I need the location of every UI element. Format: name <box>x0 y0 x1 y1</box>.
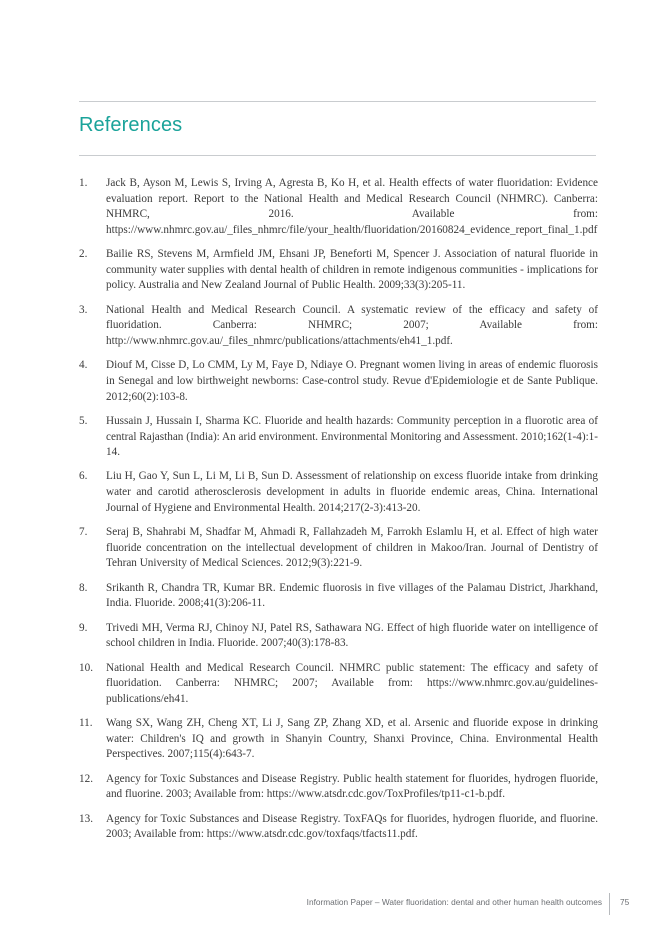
reference-item <box>79 176 598 238</box>
reference-item <box>79 772 598 803</box>
reference-number: 13. <box>79 812 93 825</box>
page-title: References <box>79 114 183 136</box>
reference-text: Jack B, Ayson M, Lewis S, Irving A, Agresta B, Ko H, et al. Health effects of water fluoridation: Evidence evaluation report. Report to the National Health and Medical Research Council (NHMRC). Canberra: NHMRC, 2016. Available from: https://www.nhmrc.gov.au/_files_nhmrc/file/your_health/fluoridation/20160824_evidence_report_final_1.pdf <box>106 177 598 236</box>
footer-divider <box>609 893 610 915</box>
reference-item <box>79 469 598 516</box>
reference-item <box>79 581 598 612</box>
reference-number: 5. <box>79 414 88 427</box>
reference-number: 3. <box>79 303 88 316</box>
reference-text: Liu H, Gao Y, Sun L, Li M, Li B, Sun D. Assessment of relationship on excess fluoride intake from drinking water and carotid atherosclerosis development in adults in fluoride endemic areas, China. International Journal of Hygiene and Environmental Health. 2014;217(2-3):413-20. <box>106 470 598 514</box>
reference-number: 2. <box>79 248 88 261</box>
reference-text: Srikanth R, Chandra TR, Kumar BR. Endemic fluorosis in five villages of the Palamau District, Jharkhand, India. Fluoride. 2008;41(3):206-11. <box>106 581 598 610</box>
reference-item <box>79 812 598 843</box>
reference-text: Bailie RS, Stevens M, Armfield JM, Ehsani JP, Beneforti M, Spencer J. Association of natural fluoride in community water supplies with dental health of children in remote indigenous communities - implications for policy. Australia and New Zealand Journal of Public Health. 2009;33(3):205-11. <box>106 248 598 292</box>
reference-item <box>79 661 598 708</box>
reference-text: Agency for Toxic Substances and Disease Registry. Public health statement for fluorides, hydrogen fluoride, and fluorine. 2003; Available from: https://www.atsdr.cdc.gov/ToxProfiles/tp11-c1-b.pdf. <box>106 772 598 801</box>
reference-item <box>79 303 598 350</box>
reference-text: Agency for Toxic Substances and Disease Registry. ToxFAQs for fluorides, hydrogen fluoride, and fluorine. 2003; Available from: https://www.atsdr.cdc.gov/toxfaqs/tfacts11.pdf. <box>106 812 598 841</box>
reference-text: National Health and Medical Research Council. NHMRC public statement: The efficacy and safety of fluoridation. Canberra: NHMRC; 2007; Available from: https://www.nhmrc.gov.au/guidelines-publications/eh41. <box>106 661 598 705</box>
page-number: 75 <box>620 897 630 907</box>
reference-item <box>79 247 598 294</box>
reference-number: 6. <box>79 470 88 483</box>
reference-number: 10. <box>79 661 93 674</box>
reference-item <box>79 414 598 461</box>
reference-item <box>79 621 598 652</box>
reference-number: 9. <box>79 621 88 634</box>
reference-text: Seraj B, Shahrabi M, Shadfar M, Ahmadi R, Fallahzadeh M, Farrokh Eslamlu H, et al. Effect of high water fluoride concentration on the intellectual development of children in Makoo/Iran. Journal of Dentistry of Tehran University of Medical Sciences. 2012;9(3):221-9. <box>106 526 598 570</box>
reference-item <box>79 716 598 763</box>
top-divider <box>79 101 596 102</box>
reference-text: Wang SX, Wang ZH, Cheng XT, Li J, Sang ZP, Zhang XD, et al. Arsenic and fluoride expose in drinking water: Children's IQ and growth in Shanyin Country, Shanxi Province, China. Environmental Health Perspectives. 2007;115(4):643-7. <box>106 717 598 761</box>
title-divider <box>79 155 596 156</box>
page-footer <box>0 893 662 915</box>
reference-number: 7. <box>79 526 88 539</box>
reference-text: Trivedi MH, Verma RJ, Chinoy NJ, Patel RS, Sathawara NG. Effect of high fluoride water on intelligence of school children in India. Fluoride. 2007;40(3):178-83. <box>106 621 598 650</box>
reference-item <box>79 358 598 405</box>
reference-number: 12. <box>79 772 93 785</box>
reference-number: 8. <box>79 581 88 594</box>
reference-number: 11. <box>79 717 93 730</box>
reference-number: 1. <box>79 177 88 189</box>
reference-number: 4. <box>79 359 88 372</box>
reference-text: National Health and Medical Research Council. A systematic review of the efficacy and safety of fluoridation. Canberra: NHMRC; 2007; Available from: http://www.nhmrc.gov.au/_files_nhmrc/publications/attachments/eh41_1.pdf. <box>106 303 598 347</box>
reference-item <box>79 525 598 572</box>
footer-document-title: Information Paper – Water fluoridation: dental and other human health outcomes <box>306 897 602 907</box>
reference-text: Diouf M, Cisse D, Lo CMM, Ly M, Faye D, Ndiaye O. Pregnant women living in areas of endemic fluorosis in Senegal and low birthweight newborns: Case-control study. Revue d'Epidemiologie et de Sante Publique. 2012;60(2):103-8. <box>106 359 598 403</box>
reference-list <box>79 176 598 852</box>
reference-text: Hussain J, Hussain I, Sharma KC. Fluoride and health hazards: Community perception in a fluorotic area of central Rajasthan (India): An arid environment. Environmental Monitoring and Assessment. 2010;162(1-4):1-14. <box>106 414 598 459</box>
